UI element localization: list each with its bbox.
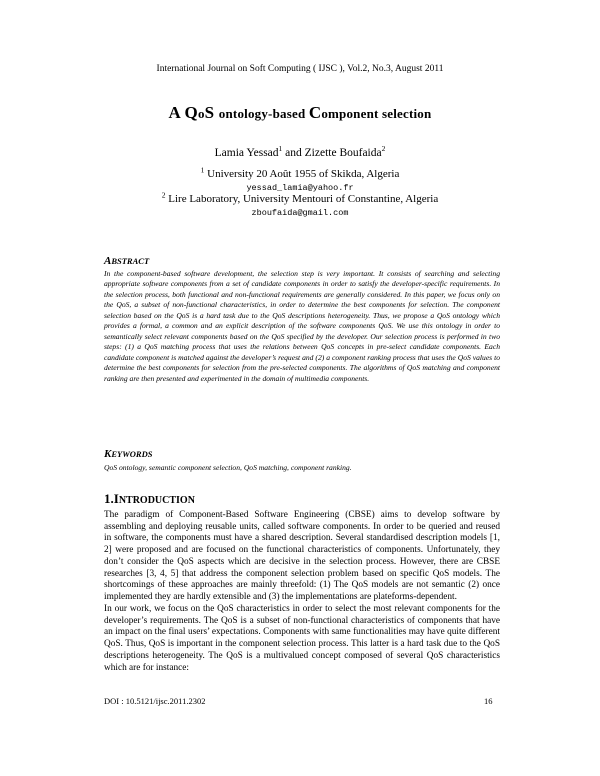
intro-paragraph: The paradigm of Component-Based Software Engineering (CBSE) aims to develop software by assembling and deploying reusable units, called software components. In order to be queried and reused in software, the components must have a shared description. Several standardised description models [1, 2] were proposed and are focused on the functional characteristics of components. Unfortunately, they don’t consider the QoS aspects which are decisive in the selection process. However, there are CBSE researches [3, 4, 5] that address the component selection problem based on specific QoS models. The shortcomings of these approaches are mainly threefold: (1) The QoS models are not semantic (2) once implemented they are hardly extensible and (3) the implementations are plateforms-dependent. xyxy=(104,510,500,602)
title-part: ontology-based xyxy=(218,106,309,121)
heading-initial: A xyxy=(104,255,112,267)
journal-header: International Journal on Soft Computing ( IJSC ), Vol.2, No.3, August 2011 xyxy=(156,64,444,74)
heading-rest: EYWORDS xyxy=(111,449,153,459)
author-name: Lamia Yessad xyxy=(214,147,279,159)
section-number: 1. xyxy=(104,491,114,506)
page-number: 16 xyxy=(484,696,493,706)
intro-paragraph: In our work, we focus on the QoS characteristics in order to select the most relevant components for the developer’s requirements. The QoS is a subset of non-functional characteristics of components that have an impact on the final users’ expectations. Components with same functionalities may have quite different QoS. Thus, QoS is important in the component selection process. This latter is a hard task due to the QoS descriptions heterogeneity. The QoS is a multivalued concept composed of several QoS characteristics which are for instance: xyxy=(104,604,500,673)
author-affiliation-mark: 1 xyxy=(278,144,283,154)
heading-initial: I xyxy=(113,491,119,506)
affiliation-text: Lire Laboratory, University Mentouri of Constantine, Algeria xyxy=(168,193,439,205)
authors-line xyxy=(0,144,600,159)
affiliation-text: University 20 Août 1955 of Skikda, Algeria xyxy=(207,168,400,180)
footer-doi: DOI : 10.5121/ijsc.2011.2302 xyxy=(104,696,206,706)
author-email[interactable]: yessad_lamia@yahoo.fr xyxy=(246,183,354,193)
title-part: A Q xyxy=(168,103,198,122)
title-part: S xyxy=(204,103,219,122)
keywords-heading xyxy=(104,448,152,460)
affiliation-mark: 1 xyxy=(200,165,205,175)
title-part: C xyxy=(308,103,322,122)
abstract-text: In the component-based software development, the selection step is very important. It consists of searching and selecting appropriate software components from a set of candidate components in order to satisfy the developer-specific requirements. In the selection process, both functional and non-functional requirements are generally considered. In this paper, we focus only on the QoS, a subset of non-functional characteristics, in order to determine the best components for selection. The component selection based on the QoS is a hard task due to the QoS descriptions heterogeneity. Thus, we propose a QoS ontology which provides a formal, a common and an explicit description of the software components QoS. We use this ontology in order to semantically select relevant components based on the QoS specified by the developer. Our selection process is performed in two steps: (1) a QoS matching process that uses the relations between QoS concepts in pre-select candidate components. Each candidate component is matched against the developer’s request and (2) a component ranking process that uses the QoS values to determine the best components for selection from the pre-selected components. The algorithms of QoS matching and component ranking are then presented and experimented in the domain of multimedia components. xyxy=(104,269,500,383)
introduction-heading xyxy=(104,491,195,507)
title-part: o xyxy=(197,106,205,121)
title-part: omponent selection xyxy=(321,106,432,121)
abstract-heading xyxy=(104,255,149,267)
author-email[interactable]: zboufaida@gmail.com xyxy=(251,208,349,218)
affiliation xyxy=(0,190,600,205)
keywords-text: QoS ontology, semantic component selection, QoS matching, component ranking. xyxy=(104,463,352,472)
affiliation-mark: 2 xyxy=(161,190,166,200)
affiliation xyxy=(0,165,600,180)
paper-title xyxy=(0,103,600,123)
heading-rest: NTRODUCTION xyxy=(118,495,195,506)
heading-rest: BSTRACT xyxy=(111,256,150,266)
authors-conjunction: and xyxy=(282,147,305,159)
heading-initial: K xyxy=(104,448,112,460)
author-affiliation-mark: 2 xyxy=(381,144,386,154)
author-name: Zizette Boufaida xyxy=(304,147,382,159)
